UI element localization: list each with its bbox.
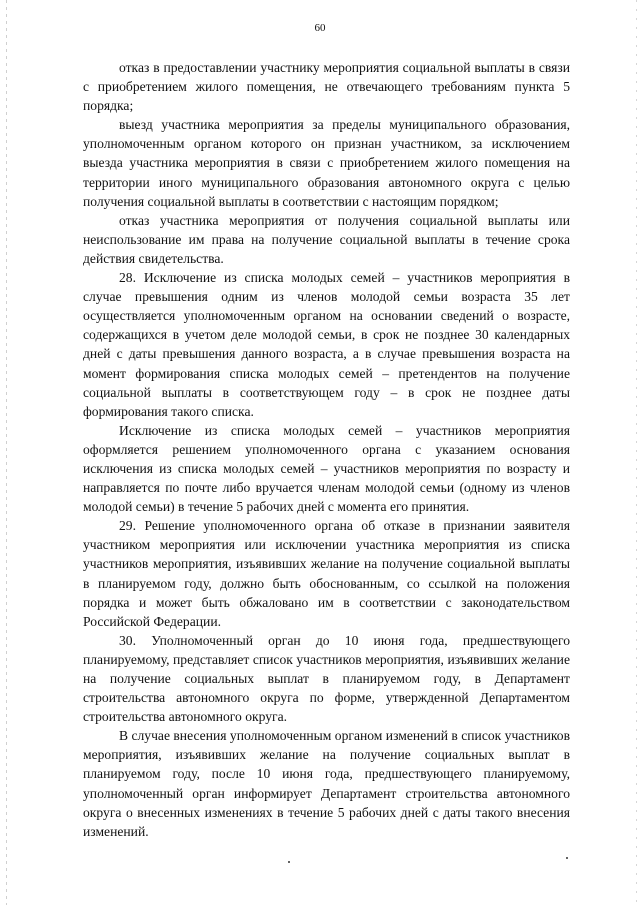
- page-number: 60: [314, 22, 326, 34]
- paragraph-exclusion-decision: Исключение из списка молодых семей – участников мероприятия оформляется решением уполномоченного органа с указанием основания исключения из списка молодых семей – участников мероприятия по возрасту и направляется по почте либо вручается членам молодой семьи (одному из членов молодой семьи) в течение 5 рабочих дней с момента его принятия.: [83, 422, 570, 515]
- paragraph-refusal-payment: отказ в предоставлении участнику мероприятия социальной выплаты в связи с приобретением жилого помещения, не отвечающего требованиям пункта 5 порядка;: [83, 60, 570, 114]
- paragraph-clause-28: 28. Исключение из списка молодых семей – участников мероприятия в случае превышения одним из членов молодой семьи возраста 35 лет осуществляется уполномоченным органом на основании сведений о возрасте, содержащихся в учетом деле молодой семьи, в срок не позднее 30 календарных дней с даты превышения данного возраста, а в случае превышения возраста на момент формирования списка молодых семей – претендентов на получение социальной выплаты в соответствующем году – в срок не позднее даты формирования такого списка.: [83, 270, 570, 419]
- document-body: [83, 58, 570, 841]
- paragraph-changes: В случае внесения уполномоченным органом изменений в список участников мероприятия, изъявивших желание на получение социальных выплат в планируемом году, после 10 июня года, предшествующего планируемому, уполномоченный орган информирует Департамент строительства автономного округа о внесенных изменениях в течение 5 рабочих дней с даты такого внесения изменений.: [83, 728, 570, 839]
- scan-edge-left: [6, 0, 7, 905]
- paragraph-clause-30: 30. Уполномоченный орган до 10 июня года, предшествующего планируемому, представляет список участников мероприятия, изъявивших желание на получение социальных выплат в планируемом году, в Департамент строительства автономного округа по форме, утвержденной Департаментом строительства автономного округа.: [83, 632, 570, 725]
- scan-speck: [288, 861, 290, 863]
- scan-edge-right: [636, 0, 637, 905]
- paragraph-clause-29: 29. Решение уполномоченного органа об отказе в признании заявителя участником мероприятия или исключении участника мероприятия из списка участников мероприятия, изъявивших желание на получение социальной выплаты в планируемом году, должно быть обоснованным, со ссылкой на положения порядка и может быть обжаловано им в соответствии с законодательством Российской Федерации.: [83, 518, 570, 629]
- paragraph-departure: выезд участника мероприятия за пределы муниципального образования, уполномоченным органом которого он признан участником, за исключением выезда участника мероприятия в связи с приобретением жилого помещения на территории иного муниципального образования автономного округа с целью получения социальной выплаты в соответствии с настоящим порядком;: [83, 117, 570, 209]
- paragraph-refusal-participant: отказ участника мероприятия от получения социальной выплаты или неиспользование им права на получение социальной выплаты в течение срока действия свидетельства.: [83, 212, 570, 266]
- scan-speck: [566, 857, 568, 859]
